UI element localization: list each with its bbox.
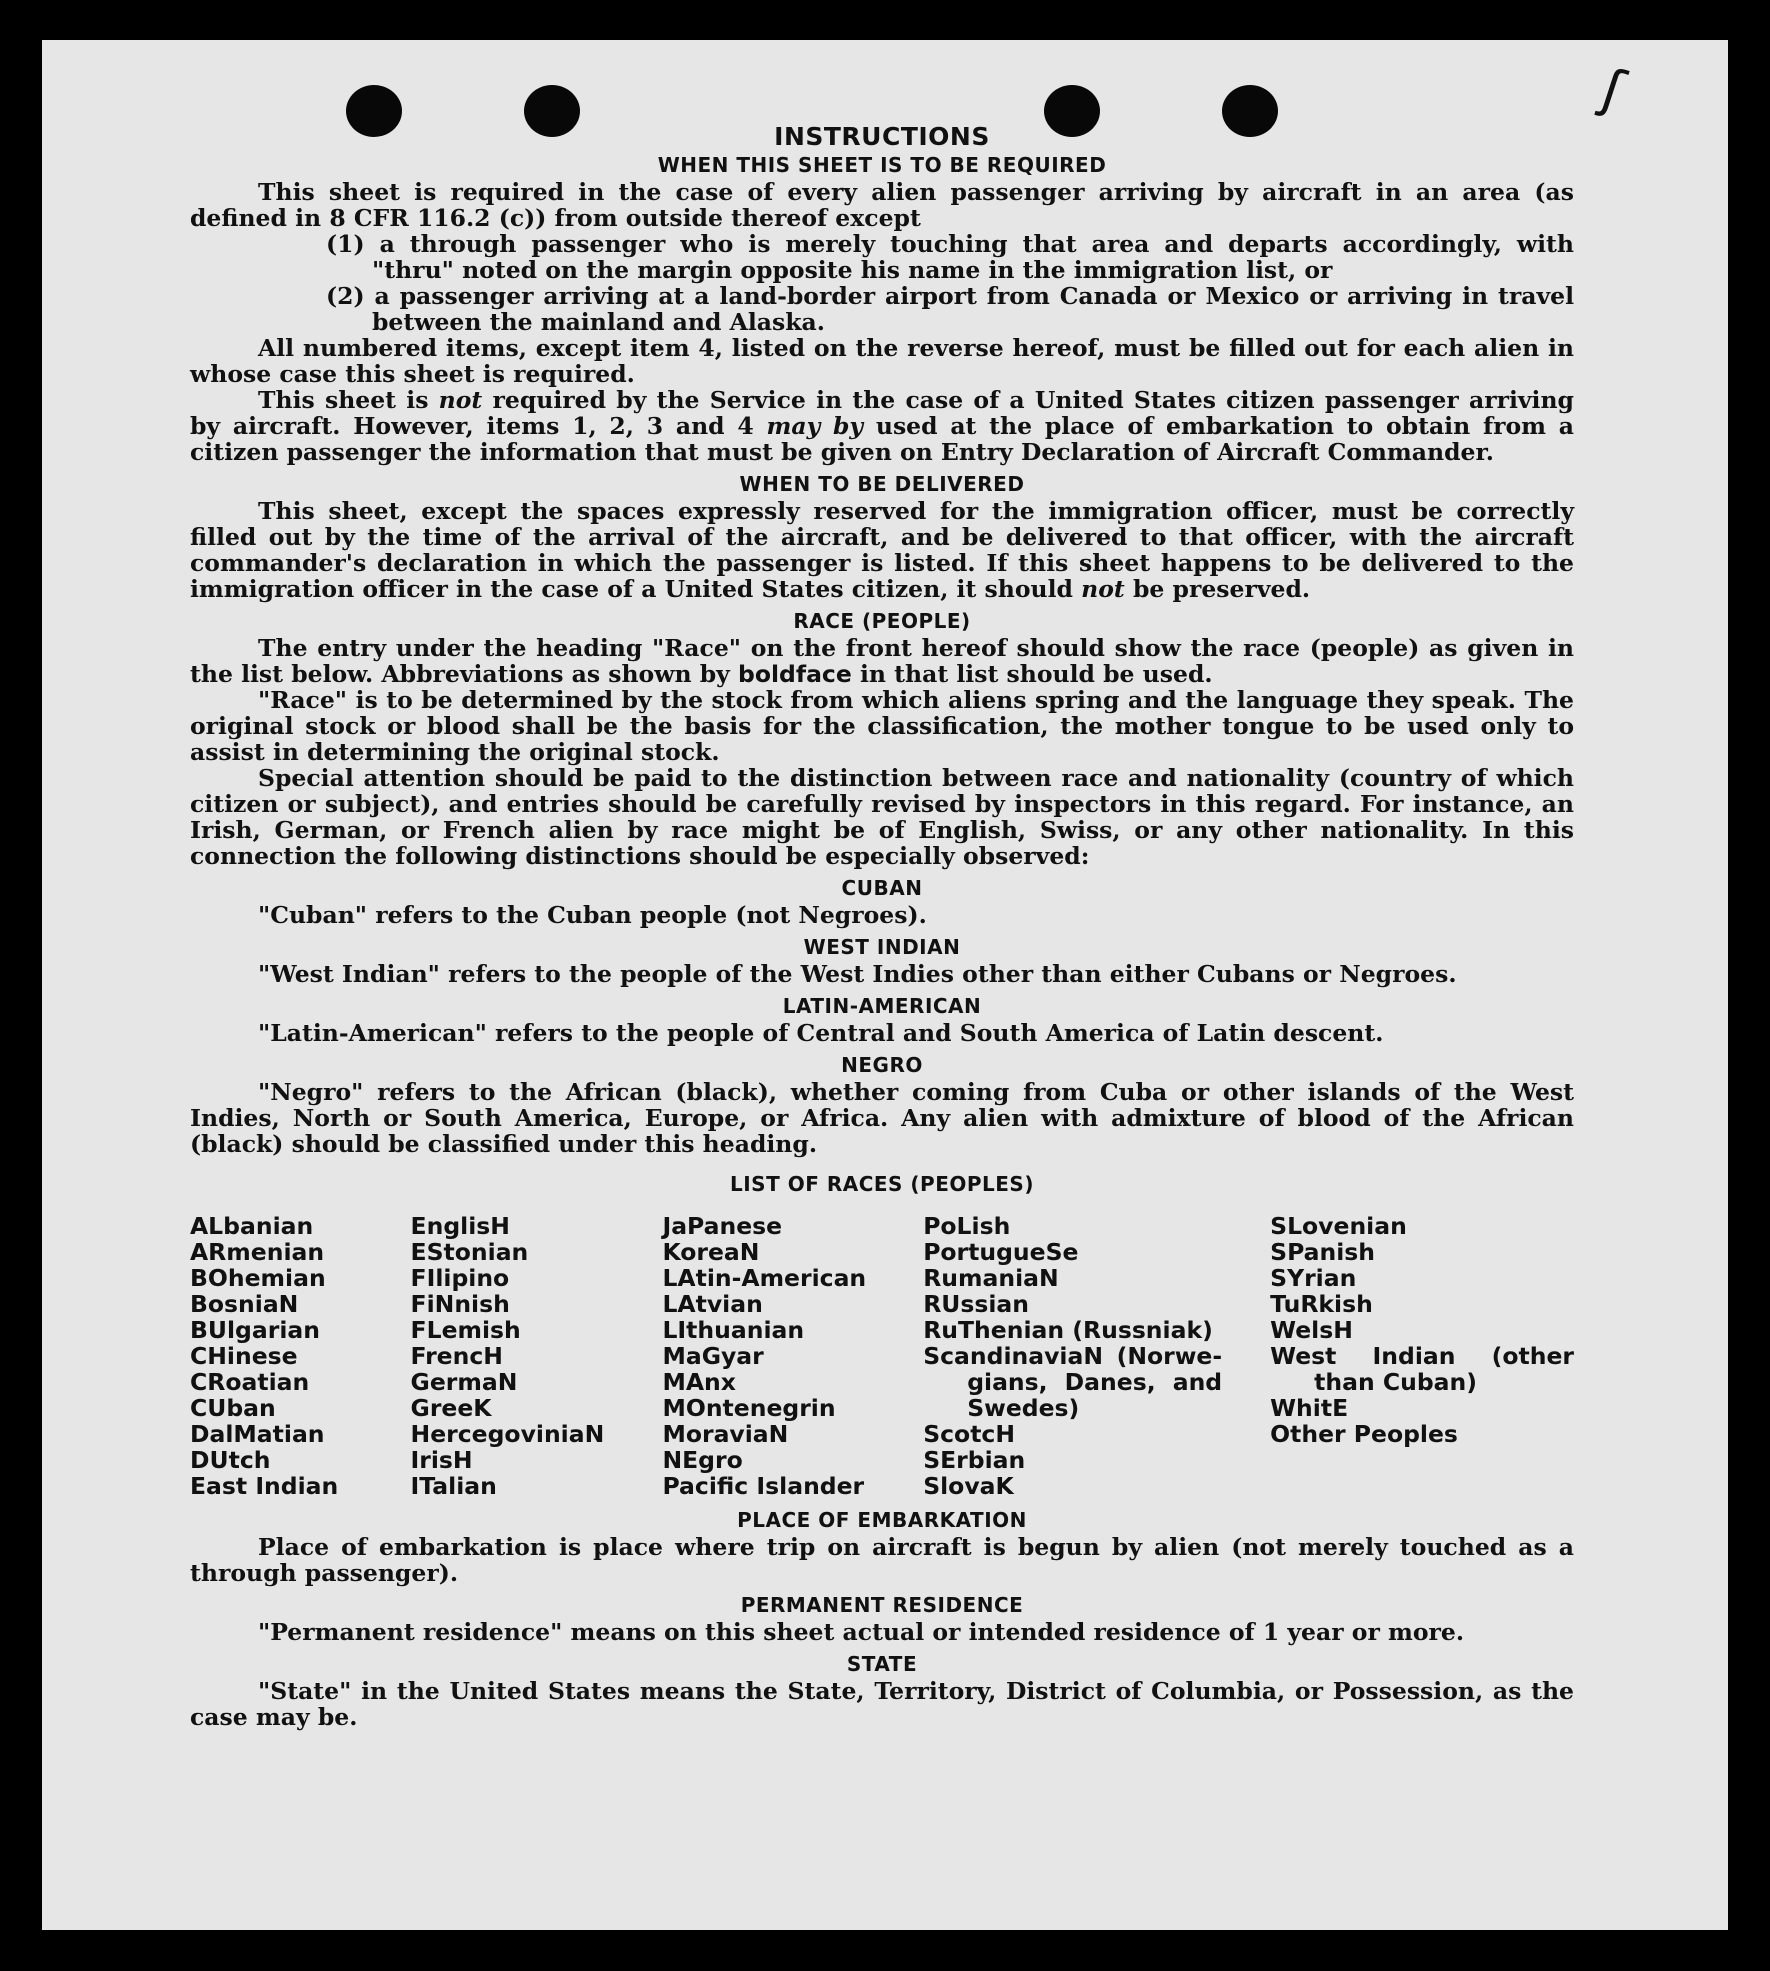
race-entry: MoraviaN — [662, 1420, 789, 1448]
race-entry: ARmenian — [190, 1238, 325, 1266]
clause-item: (1) a through passenger who is merely touching that area and departs accordingly, with "thru" noted on the margin opposite his name in the immigration list, or — [326, 230, 1574, 284]
race-entry: MAnx — [662, 1368, 736, 1396]
paragraph: This sheet, except the spaces expressly reserved for the immigration officer, must be correctly filled out by the time of the arrival of the aircraft, and be delivered to that officer, with the aircraft commander's declaration in which the passenger is listed. If this sheet happens to be delivered to the immigration officer in the case of a United States citizen, it should not be preserved. — [190, 497, 1574, 603]
paragraph: Special attention should be paid to the distinction between race and nationality (country of which citizen or subject), and entries should be carefully revised by inspectors in this regard. For instance, an Irish, German, or French alien by race might be of English, Swiss, or any other nationality. In this connection the following distinctions should be especially observed: — [190, 764, 1574, 870]
paragraph: "West Indian" refers to the people of the West Indies other than either Cubans or Negroes. — [258, 960, 1457, 988]
race-entry: Pacific Islander — [662, 1472, 865, 1500]
race-entry: TuRkish — [1270, 1290, 1373, 1318]
race-entry: FiNnish — [410, 1290, 510, 1318]
race-entry: MOntenegrin — [662, 1394, 836, 1422]
race-entry: MaGyar — [662, 1342, 764, 1370]
race-entry: FLemish — [410, 1316, 521, 1344]
paragraph: "Cuban" refers to the Cuban people (not Negroes). — [258, 901, 927, 929]
race-entry: RuThenian (Russniak) — [923, 1316, 1213, 1344]
section-heading: WHEN TO BE DELIVERED — [739, 472, 1025, 496]
section-heading: WEST INDIAN — [803, 935, 961, 959]
race-entry: IrisH — [410, 1446, 473, 1474]
section-heading: RACE (PEOPLE) — [793, 609, 971, 633]
race-entry: WelsH — [1270, 1316, 1353, 1344]
race-entry: EStonian — [410, 1238, 529, 1266]
race-entry: RumaniaN — [923, 1264, 1059, 1292]
race-entry: SErbian — [923, 1446, 1026, 1474]
paragraph: "Race" is to be determined by the stock from which aliens spring and the language they speak. The original stock or blood shall be the basis for the classification, the mother tongue to be used only to assist in determining the original stock. — [190, 686, 1574, 766]
paragraph: "State" in the United States means the State, Territory, District of Columbia, or Possession, as the case may be. — [190, 1677, 1574, 1731]
race-entry: ALbanian — [190, 1212, 314, 1240]
race-entry: KoreaN — [662, 1238, 760, 1266]
race-entry: CRoatian — [190, 1368, 310, 1396]
race-entry: West Indian (other than Cuban) — [1270, 1342, 1574, 1396]
race-list — [190, 1213, 1574, 1499]
clause-item: (2) a passenger arriving at a land-border airport from Canada or Mexico or arriving in travel between the mainland and Alaska. — [326, 282, 1574, 336]
race-entry: LAtvian — [662, 1290, 763, 1318]
race-entry: DalMatian — [190, 1420, 325, 1448]
race-list-column — [923, 1213, 1222, 1499]
instructions-body — [190, 122, 1574, 1730]
handwritten-mark: ʃ — [1594, 56, 1632, 123]
document-page — [42, 40, 1728, 1930]
race-entry: CUban — [190, 1394, 276, 1422]
section-heading: NEGRO — [841, 1053, 923, 1077]
race-entry: FrencH — [410, 1342, 503, 1370]
race-entry: PortugueSe — [923, 1238, 1079, 1266]
race-entry: SLovenian — [1270, 1212, 1407, 1240]
section-heading: LATIN-AMERICAN — [782, 994, 982, 1018]
race-entry: WhitE — [1270, 1394, 1349, 1422]
race-entry: PoLish — [923, 1212, 1011, 1240]
paragraph: The entry under the heading "Race" on the front hereof should show the race (people) as given in the list below. Abbreviations as shown by boldface in that list should be used. — [190, 634, 1574, 688]
race-entry: ScotcH — [923, 1420, 1016, 1448]
section-heading: LIST OF RACES (PEOPLES) — [730, 1172, 1034, 1196]
race-entry: SlovaK — [923, 1472, 1014, 1500]
race-entry: GreeK — [410, 1394, 492, 1422]
race-entry: ITalian — [410, 1472, 497, 1500]
section-heading: STATE — [846, 1652, 918, 1676]
race-entry: BosniaN — [190, 1290, 299, 1318]
section-heading: PLACE OF EMBARKATION — [737, 1508, 1027, 1532]
race-entry: GermaN — [410, 1368, 518, 1396]
race-list-column — [411, 1213, 663, 1499]
paragraph: All numbered items, except item 4, listed on the reverse hereof, must be filled out for each alien in whose case this sheet is required. — [190, 334, 1574, 388]
page-title: INSTRUCTIONS — [774, 122, 990, 151]
race-entry: Other Peoples — [1270, 1420, 1458, 1448]
race-list-column — [190, 1213, 411, 1499]
race-entry: ScandinaviaN (Norwe-gians, Danes, and Swedes) — [923, 1342, 1223, 1422]
race-list-column — [1270, 1213, 1574, 1499]
paragraph: "Latin-American" refers to the people of Central and South America of Latin descent. — [258, 1019, 1384, 1047]
paragraph: "Permanent residence" means on this sheet actual or intended residence of 1 year or more. — [258, 1618, 1465, 1646]
paragraph: This sheet is required in the case of every alien passenger arriving by aircraft in an area (as defined in 8 CFR 116.2 (c)) from outside thereof except — [190, 178, 1574, 232]
race-entry: LIthuanian — [662, 1316, 805, 1344]
race-entry: DUtch — [190, 1446, 271, 1474]
paragraph: "Negro" refers to the African (black), whether coming from Cuba or other islands of the West Indies, North or South America, Europe, or Africa. Any alien with admixture of blood of the African (black) should be classified under this heading. — [190, 1078, 1574, 1158]
race-entry: EnglisH — [410, 1212, 510, 1240]
section-heading: PERMANENT RESIDENCE — [740, 1593, 1024, 1617]
race-entry: BOhemian — [190, 1264, 326, 1292]
section-heading: CUBAN — [841, 876, 923, 900]
race-entry: LAtin-American — [662, 1264, 867, 1292]
race-entry: SYrian — [1270, 1264, 1357, 1292]
paragraph: Place of embarkation is place where trip on aircraft is begun by alien (not merely touched as a through passenger). — [190, 1533, 1574, 1587]
race-entry: NEgro — [662, 1446, 743, 1474]
race-list-column — [662, 1213, 923, 1499]
race-entry: HercegoviniaN — [410, 1420, 605, 1448]
race-entry: JaPanese — [662, 1212, 783, 1240]
paragraph: This sheet is not required by the Service in the case of a United States citizen passenger arriving by aircraft. However, items 1, 2, 3 and 4 may by used at the place of embarkation to obtain from a citizen passenger the information that must be given on Entry Declaration of Aircraft Commander. — [190, 386, 1574, 466]
race-entry: FIlipino — [410, 1264, 510, 1292]
race-entry: RUssian — [923, 1290, 1029, 1318]
race-entry: CHinese — [190, 1342, 298, 1370]
race-entry: East Indian — [190, 1472, 339, 1500]
race-entry: SPanish — [1270, 1238, 1376, 1266]
section-heading: WHEN THIS SHEET IS TO BE REQUIRED — [657, 153, 1107, 177]
race-entry: BUlgarian — [190, 1316, 320, 1344]
